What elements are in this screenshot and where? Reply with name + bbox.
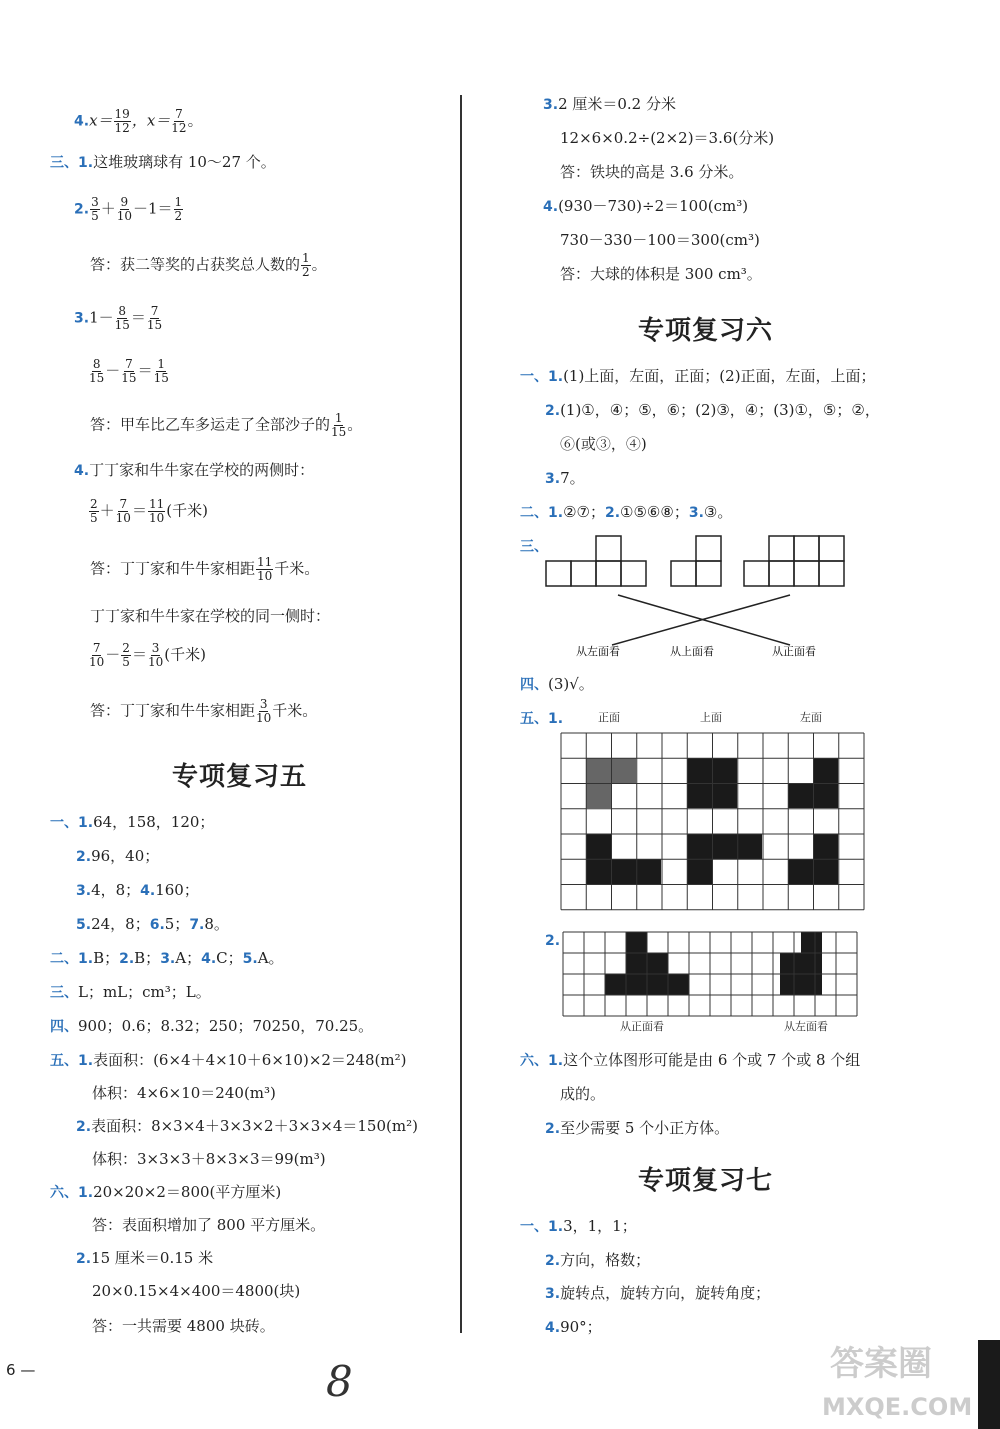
answer-line: 答：获二等奖的占获奖总人数的 $\frac{1}{2}$ 。 [90, 251, 327, 279]
answer-line: 六、1.这个立体图形可能是由 6 个或 7 个或 8 个组 [520, 1051, 861, 1069]
answer-line: 答：大球的体积是 300 cm³。 [560, 265, 762, 283]
answer-line: 2.至少需要 5 个小正方体。 [545, 1119, 730, 1137]
view-label: 从上面看 [670, 645, 714, 658]
answer-line: 一、1.(1)上面，左面，正面；(2)正面，左面，上面； [520, 367, 876, 385]
answer-line: 答：表面积增加了 800 平方厘米。 [92, 1216, 326, 1234]
answer-line: 四、900；0.6；8.32；250；70250，70.25。 [50, 1017, 374, 1035]
answer-line: 4.(930－730)÷2＝100(cm³) [543, 197, 749, 215]
view-matching-diagram [540, 535, 860, 665]
answer-line: 3.4，8；4.160； [76, 881, 199, 899]
answer-line: 2.方向，格数； [545, 1251, 651, 1269]
answer-line: 3.7。 [545, 469, 585, 487]
watermark-url: MXQE.COM [822, 1393, 973, 1421]
answer-line: 二、1.B；2.B；3.A；4.C；5.A。 [50, 949, 284, 967]
section-heading: 专项复习六 [638, 316, 774, 346]
answer-line: 2. [545, 933, 561, 949]
section-heading: 专项复习五 [172, 762, 308, 792]
answer-line: 730－330－100＝300(cm³) [560, 231, 760, 249]
grid-label: 左面 [800, 711, 822, 724]
answer-line: ⑥(或③，④) [560, 435, 647, 453]
section-heading: 专项复习七 [638, 1166, 774, 1196]
watermark: 答案圈 [830, 1344, 932, 1384]
answer-line: 答：丁丁家和牛牛家相距 $\frac{3}{10}$ 千米。 [90, 697, 318, 725]
view-label: 从正面看 [772, 645, 816, 658]
answer-line: 三、L；mL；cm³；L。 [50, 983, 211, 1001]
answer-line: 3.旋转点，旋转方向，旋转角度； [545, 1284, 771, 1302]
answer-line: 四、(3)√。 [520, 675, 594, 693]
grid-label: 从左面看 [784, 1020, 828, 1033]
grid-label: 正面 [598, 711, 620, 724]
grid-label: 上面 [700, 711, 722, 724]
answer-line: 丁丁家和牛牛家在学校的同一侧时： [90, 607, 331, 625]
answer-line: 4.丁丁家和牛牛家在学校的两侧时： [74, 461, 315, 479]
answer-line: 二、1.②⑦；2.①⑤⑥⑧；3.③。 [520, 503, 733, 521]
answer-line: $\frac{7}{10}$ － $\frac{2}{5}$ ＝ $\frac{3}{10}$ (千米) [89, 641, 206, 669]
answer-line: 一、1.3，1，1； [520, 1217, 637, 1235]
answer-line: 答：甲车比乙车多运走了全部沙子的 $\frac{1}{15}$ 。 [90, 411, 363, 439]
answer-line: 答：一共需要 4800 块砖。 [92, 1317, 275, 1335]
answer-line: 体积：3×3×3＋8×3×3＝99(m³) [92, 1150, 326, 1168]
answer-line: 三、1.这堆玻璃球有 10～27 个。 [50, 153, 276, 171]
answer-line: 4.x＝ $\frac{19}{12}$ ，x＝ $\frac{7}{12}$ 。 [74, 107, 203, 135]
answer-line: 2.15 厘米＝0.15 米 [76, 1249, 214, 1267]
view-label: 从左面看 [576, 645, 620, 658]
answer-line: 答：铁块的高是 3.6 分米。 [560, 163, 744, 181]
answer-line: 5.24，8；6.5；7.8。 [76, 915, 229, 933]
answer-line: 2.96，40； [76, 847, 160, 865]
answer-line: 4.90°； [545, 1318, 602, 1336]
grid-label: 从正面看 [620, 1020, 664, 1033]
answer-line: 体积：4×6×10＝240(m³) [92, 1084, 276, 1102]
answer-line: 一、1.64，158，120； [50, 813, 215, 831]
answer-line: 三、 [520, 539, 548, 555]
column-divider [460, 95, 462, 1333]
answer-line: 3.1－ $\frac{8}{15}$ ＝ $\frac{7}{15}$ [74, 304, 163, 332]
answer-line: 2. $\frac{3}{5}$ ＋ $\frac{9}{10}$ －1＝ $\frac{1}{2}$ [74, 195, 183, 223]
answer-line: 答：丁丁家和牛牛家相距 $\frac{11}{10}$ 千米。 [90, 555, 320, 583]
answer-line: 2.(1)①，④；⑤，⑥；(2)③，④；(3)①，⑤；②， [545, 401, 880, 419]
answer-line: $\frac{8}{15}$ － $\frac{7}{15}$ ＝ $\frac{1}{15}$ [89, 357, 169, 385]
handwritten-mark: 8 [326, 1357, 353, 1406]
answer-line: 六、1.20×20×2＝800(平方厘米) [50, 1183, 282, 1201]
answer-line: 3.2 厘米＝0.2 分米 [543, 95, 676, 113]
views-grid [560, 732, 868, 912]
page-number: 6 — [6, 1361, 36, 1379]
answer-line: 2.表面积：8×3×4＋3×3×2＋3×3×4＝150(m²) [76, 1117, 418, 1135]
answer-line: $\frac{2}{5}$ ＋ $\frac{7}{10}$ ＝ $\frac{11}{10}$ (千米) [90, 497, 208, 525]
answer-line: 12×6×0.2÷(2×2)＝3.6(分米) [560, 129, 775, 147]
answer-line: 20×0.15×4×400＝4800(块) [92, 1282, 301, 1300]
answer-line: 成的。 [560, 1085, 606, 1103]
answer-line: 五、1. [520, 711, 564, 727]
views-grid [562, 930, 870, 1022]
edge-tab [978, 1340, 1000, 1429]
answer-line: 五、1.表面积：(6×4＋4×10＋6×10)×2＝248(m²) [50, 1051, 407, 1069]
